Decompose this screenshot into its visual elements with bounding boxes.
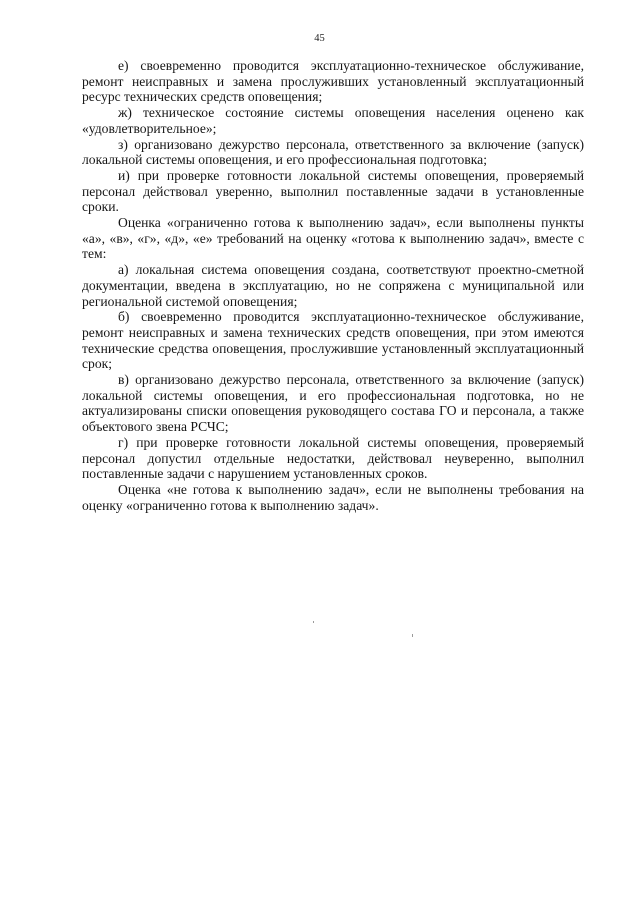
scan-speck bbox=[412, 634, 413, 637]
paragraph-e: е) своевременно проводится эксплуатационно-техническое обслуживание, ремонт неисправных и замена прослуживших установленный эксплуатационный ресурс технических средств оповещения; bbox=[82, 58, 584, 105]
paragraph-g: г) при проверке готовности локальной системы оповещения, проверяемый персонал допустил отдельные недостатки, действовал неуверенно, выполнил поставленные задачи с нарушением установленных сроков. bbox=[82, 434, 584, 482]
scan-speck bbox=[313, 621, 314, 623]
paragraph-v: в) организовано дежурство персонала, ответственного за включение (запуск) локальной системы оповещения, и его профессиональная подготовка, но не актуализированы списки оповещения руководящего состава ГО и персонала, а также объектового звена РСЧС; bbox=[82, 372, 584, 435]
document-body bbox=[82, 58, 584, 513]
paragraph-a: а) локальная система оповещения создана, соответствуют проектно-сметной документации, введена в эксплуатацию, но не сопряжена с муниципальной или региональной системой оповещения; bbox=[82, 262, 584, 309]
paragraph-i: и) при проверке готовности локальной системы оповещения, проверяемый персонал действовал уверенно, выполнил поставленные задачи в установленные сроки. bbox=[82, 167, 584, 215]
paragraph-b: б) своевременно проводится эксплуатационно-техническое обслуживание, ремонт неисправных и замена технических средств оповещения, при этом имеются технические средства оповещения, прослужившие установленный эксплуатационный срок; bbox=[82, 309, 584, 372]
page-number: 45 bbox=[314, 33, 325, 44]
paragraph-zh: ж) техническое состояние системы оповещения населения оценено как «удовлетворительное»; bbox=[82, 105, 584, 136]
paragraph-not-ready: Оценка «не готова к выполнению задач», если не выполнены требования на оценку «ограниченно готова к выполнению задач». bbox=[82, 481, 584, 513]
paragraph-limited-ready: Оценка «ограниченно готова к выполнению задач», если выполнены пункты «а», «в», «г», «д», «е» требований на оценку «готова к выполнению задач», вместе с тем: bbox=[82, 215, 584, 262]
paragraph-z: з) организовано дежурство персонала, ответственного за включение (запуск) локальной системы оповещения, и его профессиональная подготовка; bbox=[82, 136, 584, 168]
